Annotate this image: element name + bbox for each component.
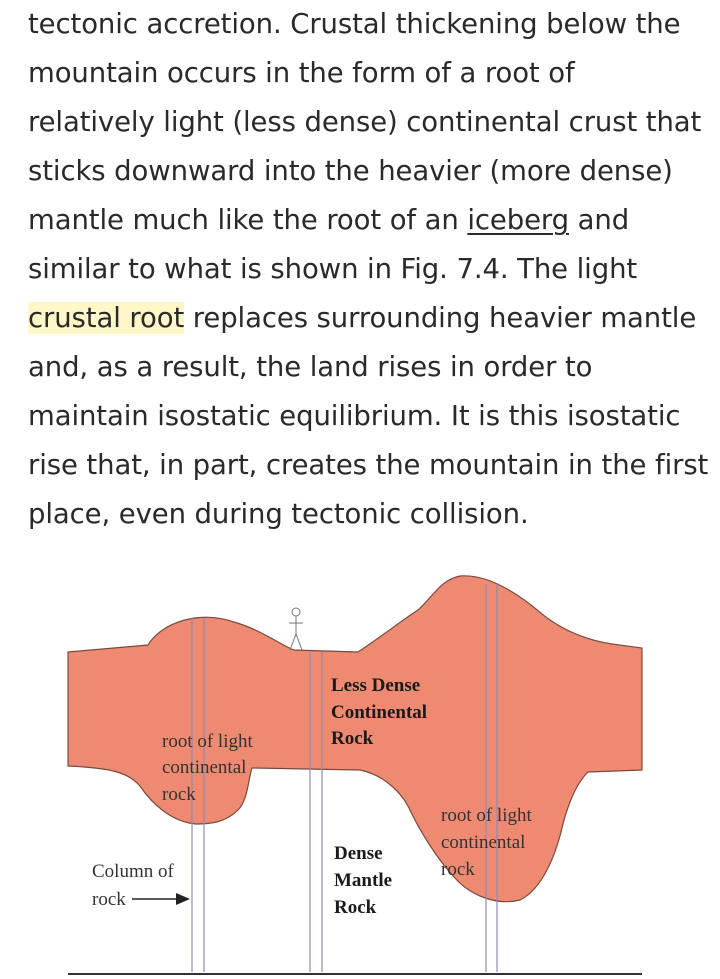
text-segment: and <box>569 204 630 236</box>
text-line: place, even during tectonic collision. <box>28 498 529 530</box>
dense-label-2: Mantle <box>334 870 393 891</box>
text-segment: mantle much like the root of an <box>28 204 468 236</box>
root-left-label-2: continental <box>162 757 247 778</box>
root-right-label-1: root of light <box>441 805 532 826</box>
highlighted-term[interactable]: crustal root <box>28 302 185 334</box>
column-label-1: Column of <box>92 861 174 882</box>
text-line: relatively light (less dense) continental crust that <box>28 106 702 138</box>
root-right-label-2: continental <box>441 832 526 853</box>
dense-label-1: Dense <box>334 843 383 864</box>
text-line: similar to what is shown in Fig. 7.4. The light <box>28 253 638 285</box>
less-dense-label-3: Rock <box>331 728 374 749</box>
text-line: rise that, in part, creates the mountain in the first <box>28 449 709 481</box>
text-line: sticks downward into the heavier (more dense) <box>28 155 673 187</box>
iceberg-link[interactable]: iceberg <box>467 204 570 236</box>
figure-svg <box>0 560 720 979</box>
text-line <box>28 294 708 343</box>
root-right-label-3: rock <box>441 859 475 880</box>
column-label-2: rock <box>92 889 126 910</box>
text-line: and, as a result, the land rises in order to <box>28 351 593 383</box>
arrow-right-icon <box>132 893 190 905</box>
root-left-label-1: root of light <box>162 731 253 752</box>
text-line: tectonic accretion. Crustal thickening below the <box>28 8 681 40</box>
root-left-label-3: rock <box>162 784 196 805</box>
text-line <box>28 196 708 245</box>
passage-text <box>28 0 708 539</box>
person-icon <box>289 608 303 650</box>
text-line: mountain occurs in the form of a root of <box>28 57 575 89</box>
less-dense-label-2: Continental <box>331 702 428 723</box>
less-dense-label-1: Less Dense <box>331 675 421 696</box>
text-line: maintain isostatic equilibrium. It is this isostatic <box>28 400 681 432</box>
dense-label-3: Rock <box>334 897 377 918</box>
text-segment: replaces surrounding heavier mantle <box>184 302 697 334</box>
isostasy-figure[interactable] <box>0 560 720 979</box>
